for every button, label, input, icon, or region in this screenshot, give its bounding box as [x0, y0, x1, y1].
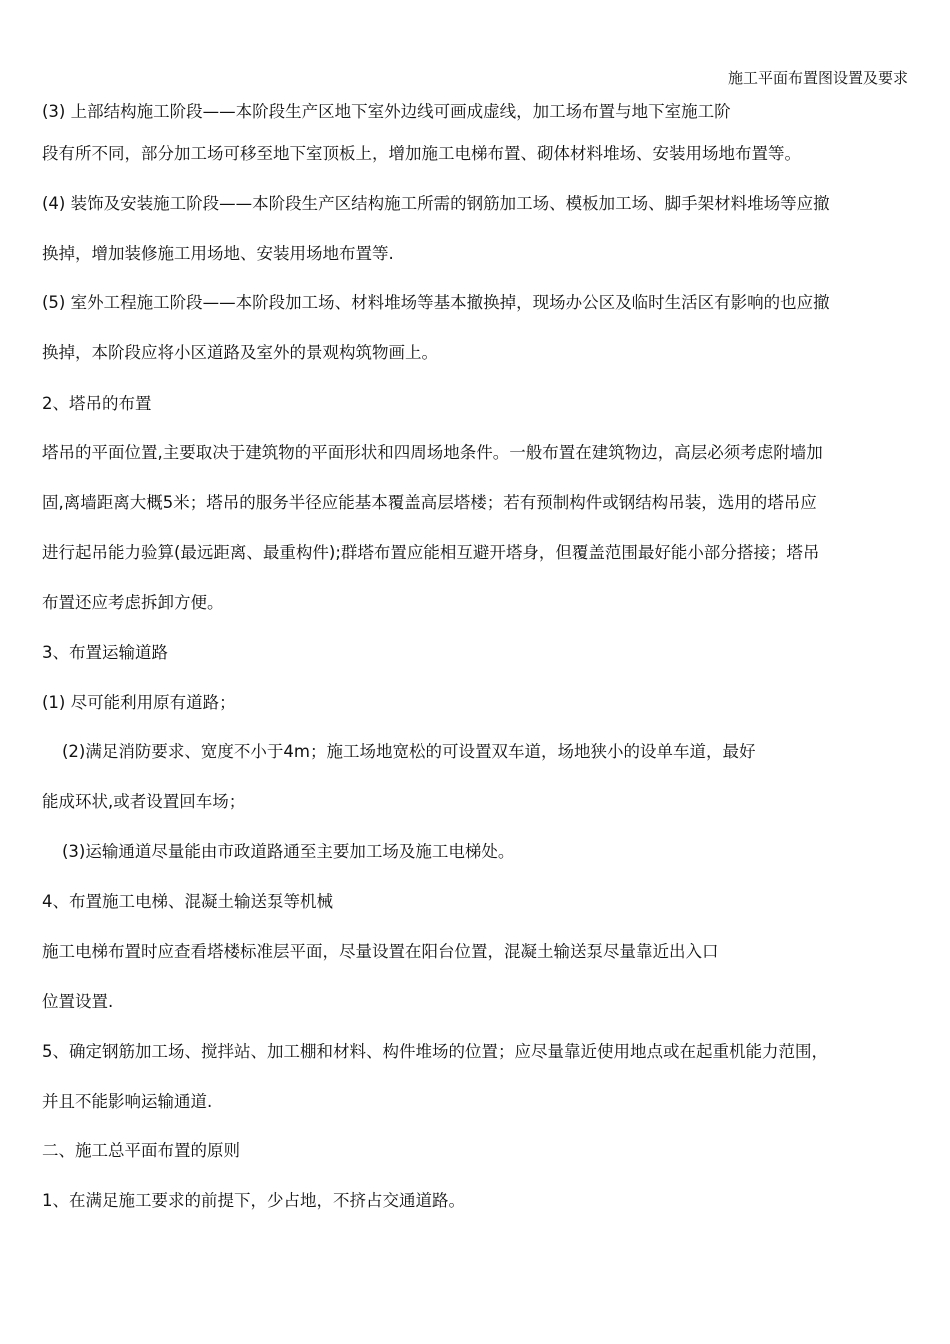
text-line: (4) 装饰及安装施工阶段——本阶段生产区结构施工所需的钢筋加工场、模板加工场、脚手架材料堆场等应撤 — [42, 194, 830, 213]
text-line: 并且不能影响运输通道. — [42, 1092, 213, 1111]
text-line: 布置还应考虑拆卸方便。 — [42, 593, 224, 612]
section-heading: 4、布置施工电梯、混凝土输送泵等机械 — [42, 892, 333, 911]
text-line: 位置设置. — [42, 992, 114, 1011]
page-header-title: 施工平面布置图设置及要求 — [727, 69, 908, 87]
text-line: 施工电梯布置时应查看塔楼标准层平面，尽量设置在阳台位置，混凝土输送泵尽量靠近出入口 — [42, 942, 719, 961]
text-line: 进行起吊能力验算(最远距离、最重构件);群塔布置应能相互避开塔身，但覆盖范围最好能小部分搭接；塔吊 — [42, 543, 820, 562]
text-line: (3) 上部结构施工阶段——本阶段生产区地下室外边线可画成虚线，加工场布置与地下室施工阶 — [42, 102, 731, 121]
text-line: (1) 尽可能利用原有道路； — [42, 693, 236, 712]
text-line: 换掉，增加装修施工用场地、安装用场地布置等. — [42, 244, 394, 263]
text-line: 1、在满足施工要求的前提下，少占地，不挤占交通道路。 — [42, 1191, 465, 1210]
section-heading: 二、施工总平面布置的原则 — [42, 1141, 240, 1160]
section-heading: 2、塔吊的布置 — [42, 394, 152, 413]
text-line: 能成环状,或者设置回车场； — [42, 792, 246, 811]
text-line: (2)满足消防要求、宽度不小于4m；施工场地宽松的可设置双车道，场地狭小的设单车道，最好 — [62, 742, 756, 761]
text-line: 塔吊的平面位置,主要取决于建筑物的平面形状和四周场地条件。一般布置在建筑物边，高层必须考虑附墙加 — [42, 443, 823, 462]
text-line: 固,离墙距离大概5米；塔吊的服务半径应能基本覆盖高层塔楼；若有预制构件或钢结构吊装，选用的塔吊应 — [42, 493, 817, 512]
text-line: (5) 室外工程施工阶段——本阶段加工场、材料堆场等基本撤换掉，现场办公区及临时生活区有影响的也应撤 — [42, 293, 830, 312]
text-line: 段有所不同，部分加工场可移至地下室顶板上，增加施工电梯布置、砌体材料堆场、安装用场地布置等。 — [42, 144, 801, 163]
text-line: (3)运输通道尽量能由市政道路通至主要加工场及施工电梯处。 — [62, 842, 515, 861]
text-line: 换掉，本阶段应将小区道路及室外的景观构筑物画上。 — [42, 343, 438, 362]
section-heading: 3、布置运输道路 — [42, 643, 168, 662]
text-line: 5、确定钢筋加工场、搅拌站、加工棚和材料、构件堆场的位置；应尽量靠近使用地点或在起重机能力范围， — [42, 1042, 828, 1061]
